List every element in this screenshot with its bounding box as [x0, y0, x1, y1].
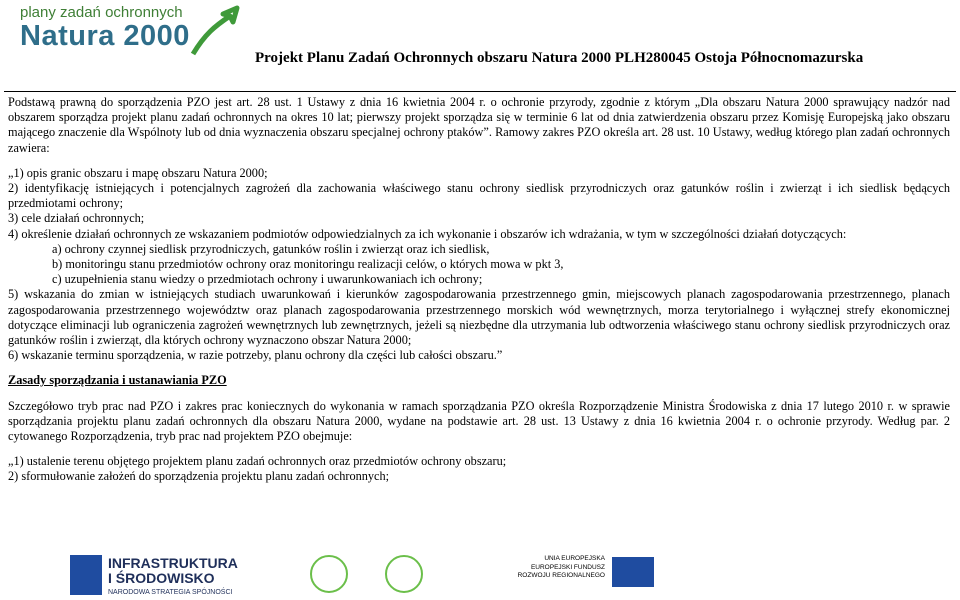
list-item: „1) ustalenie terenu objętego projektem planu zadań ochronnych oraz przedmiotów ochrony obszaru;: [8, 454, 507, 469]
program-name-line-3: NARODOWA STRATEGIA SPÓJNOŚCI: [108, 589, 233, 596]
sub-list-item: b) monitoringu stanu przedmiotów ochrony oraz monitoringu realizacji celów, o których mowa w pkt 3,: [52, 257, 564, 272]
sub-list-item: c) uzupełnienia stanu wiedzy o przedmiotach ochrony i uwarunkowaniach ich ochrony;: [52, 272, 483, 287]
list-item: 2) sformułowanie założeń do sporządzenia projektu planu zadań ochronnych;: [8, 469, 390, 484]
leaf-arrow-icon: [185, 4, 240, 59]
page-title: Projekt Planu Zadań Ochronnych obszaru Natura 2000 PLH280045 Ostoja Północnomazurska: [255, 50, 864, 66]
eu-flag-icon: [612, 557, 654, 587]
sub-list-item: a) ochrony czynnej siedlisk przyrodniczych, gatunków roślin i zwierząt oraz ich siedlisk,: [52, 241, 490, 256]
eu-fund-text: UNIA EUROPEJSKA EUROPEJSKI FUNDUSZ ROZWOJU REGIONALNEGO: [517, 555, 605, 579]
environment-directorate-logo-icon: [310, 555, 348, 593]
eu-fund-logo: [515, 555, 655, 595]
list-item: 3) cele działań ochronnych;: [8, 211, 145, 226]
footer-logos: [0, 545, 960, 600]
paragraph-procedure: Szczegółowo tryb prac nad PZO i zakres prac koniecznych do wykonania w ramach sporządzania PZO określa Rozporządzenie Ministra Środowiska z dnia 17 lutego 2010 r. w sprawie sporządzania projektu planu zadań ochronnych dla obszaru Natura 2000, wydane na podstawie art. 28 ust. 13 Ustawy z dnia 16 kwietnia 2004 r. o ochronie przyrody. Według par. 2 cytowanego Rozporządzenia, tryb prac nad projektem PZO obejmuje:: [8, 398, 950, 444]
document-body: [8, 95, 950, 485]
list-item: 6) wskazanie terminu sporządzenia, w razie potrzeby, planu ochrony dla części lub całości obszaru.”: [8, 348, 503, 363]
infrastructure-program-logo: [70, 555, 250, 599]
natura-2000-logo: [10, 4, 240, 64]
list-item: 2) identyfikację istniejących i potencjalnych zagrożeń dla zachowania właściwego stanu ochrony siedlisk przyrodniczych oraz gatunków roślin i zwierząt i ich siedlisk będących przedmiotami ochrony;: [8, 181, 950, 211]
list-item: 5) wskazania do zmian w istniejących studiach uwarunkowań i kierunków zagospodarowania przestrzennego gmin, miejscowych planach zagospodarowania przestrzennego, planach zagospodarowania przestrzennego województw oraz planach zagospodarowania przestrzennego morskich wód wewnętrznych, morza terytorialnego i wyłącznej strefy ekonomicznej dotyczące eliminacji lub ograniczenia zagrożeń wewnętrznych lub zewnętrznych, jeżeli są niezbędne dla utrzymania lub odtworzenia właściwego stanu ochrony siedlisk przyrodniczych oraz gatunków roślin i zwierząt, dla których ochrony wyznaczono obszar Natura 2000;: [8, 287, 950, 348]
list-item: 4) określenie działań ochronnych ze wskazaniem podmiotów odpowiedzialnych za ich wykonanie i obszarów ich wdrażania, w tym w szczególności działań dotyczących:: [8, 226, 847, 241]
logo-line-2: Natura 2000: [20, 20, 190, 52]
program-name-line-2: I ŚRODOWISKO: [108, 570, 215, 586]
section-heading: Zasady sporządzania i ustanawiania PZO: [8, 373, 227, 388]
list-item: „1) opis granic obszaru i mapę obszaru Natura 2000;: [8, 165, 268, 180]
paragraph-legal-basis: Podstawą prawną do sporządzenia PZO jest art. 28 ust. 1 Ustawy z dnia 16 kwietnia 2004 r. o ochronie przyrody, zgodnie z którym „Dla obszaru Natura 2000 sprawujący nadzór nad obszarem sporządza projekt planu zadań ochronnych na okres 10 lat; pierwszy projekt sporządza się w terminie 6 lat od dnia zatwierdzenia obszaru przez Komisję Europejską jako obszaru mającego znaczenie dla Wspólnoty lub od dnia wyznaczenia obszaru specjalnej ochrony ptaków”. Ramowy zakres PZO określa art. 28 ust. 10 Ustawy, według którego plan zadań ochronnych zawiera:: [8, 95, 950, 155]
program-name-line-1: INFRASTRUKTURA: [108, 555, 238, 571]
logo-line-1: plany zadań ochronnych: [20, 4, 183, 21]
eu-flag-icon: [70, 555, 102, 595]
regional-directorate-logo-icon: [385, 555, 423, 593]
header-divider: [4, 91, 956, 92]
